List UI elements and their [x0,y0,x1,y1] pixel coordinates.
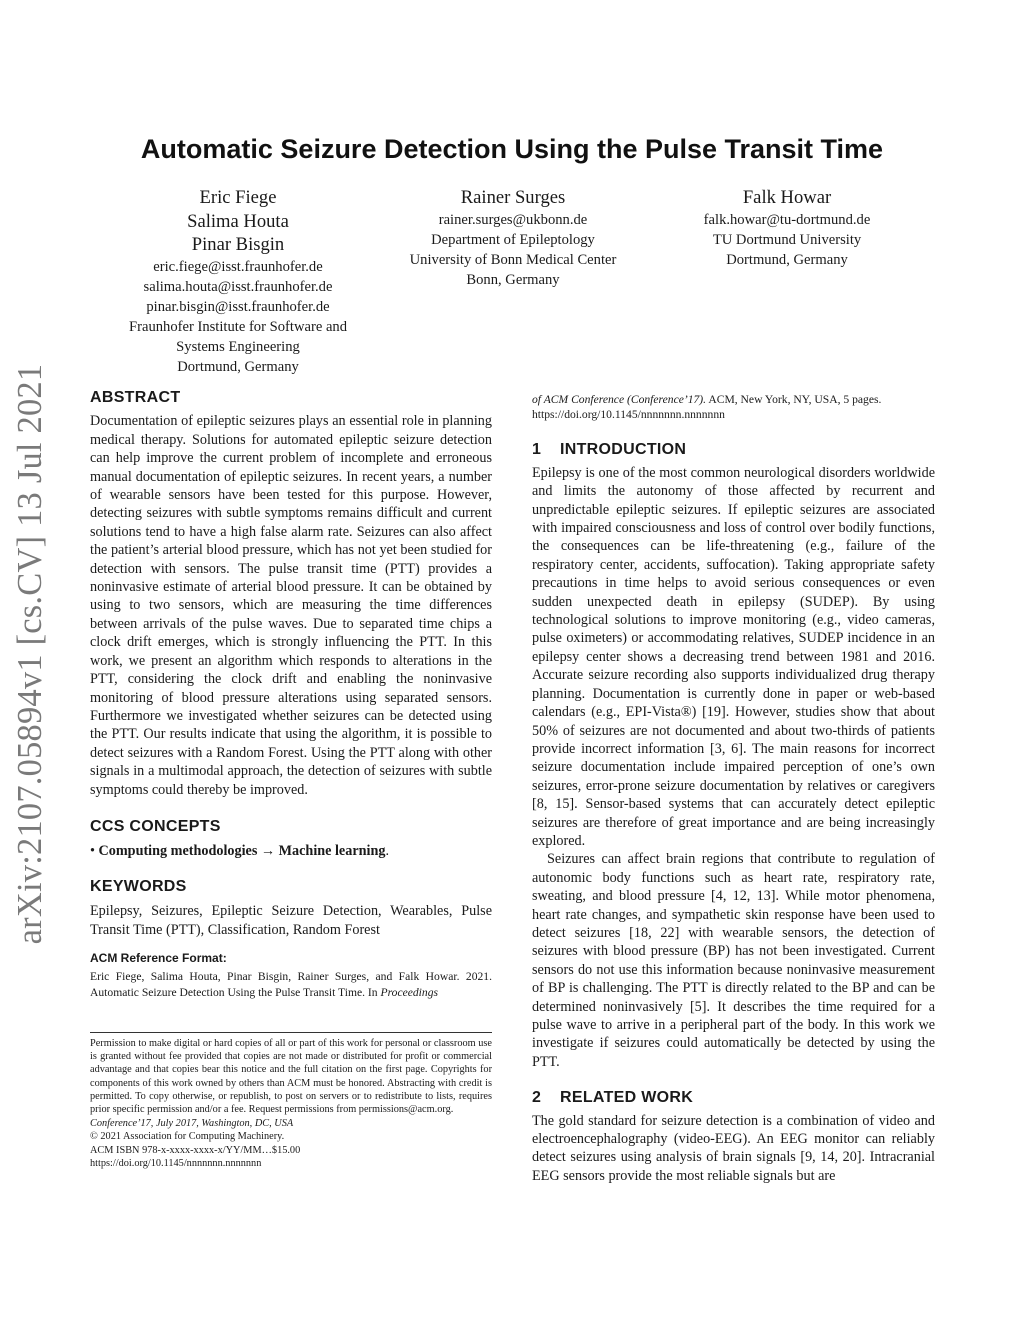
author-affiliation: University of Bonn Medical Center [409,251,617,268]
author-name: Salima Houta [187,210,289,232]
acm-reference-continuation [532,392,935,422]
acm-reference-continuation-italic: of ACM Conference (Conference’17). [532,393,707,406]
ccs-period: . [385,843,389,860]
ccs-subconcept: Machine learning [278,843,386,860]
acm-reference-heading: ACM Reference Format: [90,950,227,965]
related-title: RELATED WORK [560,1089,694,1107]
related-number: 2 [532,1089,542,1107]
intro-heading [532,441,935,459]
author-affiliation: Bonn, Germany [466,271,560,288]
author-email: rainer.surges@ukbonn.de [438,211,588,228]
acm-reference-plain: Eric Fiege, Salima Houta, Pinar Bisgin, Rainer Surges, and Falk Howar. 2021. Automatic Seizure Detection Using the Pulse Transit Time. In [90,970,492,999]
acm-reference-doi: https://doi.org/10.1145/nnnnnnn.nnnnnnn [532,408,725,422]
author-name: Eric Fiege [199,187,277,208]
ccs-arrow: → [260,843,276,860]
ccs-heading: CCS CONCEPTS [90,817,221,835]
keywords-text: Epilepsy, Seizures, Epileptic Seizure Detection, Wearables, Pulse Transit Time (PTT), Classification, Random Forest [90,903,492,938]
acm-reference-italic: Proceedings [380,985,439,999]
right-column [532,392,935,1185]
author-name: Pinar Bisgin [191,234,285,255]
author-affiliation: TU Dortmund University [712,231,862,248]
conference-info: Conference’17, July 2017, Washington, DC, USA [90,1118,294,1130]
author-affiliation: Fraunhofer Institute for Software and [128,318,348,335]
author-email: salima.houta@isst.fraunhofer.de [143,278,333,295]
arxiv-stamp: arXiv:2107.05894v1 [cs.CV] 13 Jul 2021 [11,363,49,945]
abstract-heading: ABSTRACT [90,389,181,406]
author-block-left [90,186,386,377]
permission-notice: Permission to make digital or hard copies of all or part of this work for personal or classroom use is granted without fee provided that copies are not made or distributed for profit or commercial advantage and that copies bear this notice and the full citation on the first page. Copyrights for components of this work owned by others than ACM must be honored. Abstracting with credit is permitted. To copy otherwise, or republish, to post on servers or to redistribute to lists, requires prior specific permission and/or a fee. Request permissions from permissions@acm.org. [90,1038,492,1116]
author-block-right [662,186,912,270]
ccs-bullet: • [90,843,95,860]
author-affiliation: Department of Epileptology [431,231,595,248]
footnote [90,1037,492,1170]
left-column [90,389,492,1000]
author-affiliation: Systems Engineering [176,338,300,355]
author-name: Rainer Surges [460,187,566,208]
footnote-doi: https://doi.org/10.1145/nnnnnnn.nnnnnnn [90,1157,262,1169]
ccs-concept: Computing methodologies [98,843,258,860]
author-affiliation: Dortmund, Germany [726,251,848,268]
acm-reference-continuation-plain: ACM, New York, NY, USA, 5 pages. [706,393,882,406]
copyright-notice: © 2021 Association for Computing Machinery. [90,1131,285,1143]
related-paragraph: The gold standard for seizure detection is a combination of video and electroencephalography (video-EEG). An EEG monitor can reliably detect seizures using analysis of brain signals [9, 14, 20]. Intracranial EEG sensors provide the most reliable signals but are [532,1112,935,1184]
author-affiliation: Dortmund, Germany [177,358,299,375]
intro-paragraph: Seizures can affect brain regions that contribute to regulation of autonomic body functions such as heart rate, respiratory rate, sweating, and blood pressure [4, 12, 13]. While motor phenomena, heart rate changes, and sympathetic skin response have been used to detect seizures [18, 22] with wearable sensors, the detection of seizures with blood pressure (BP) has not been investigated. Current sensors do not use this information because noninvasive measurement of BP is challenging. The PTT is directly related to the BP and can be determined noninvasively [5]. It describes the time required for a pulse wave to arrive in a peripheral part of the body. In this work we investigate if seizures could automatically be detected by using the PTT. [532,851,935,1070]
author-email: pinar.bisgin@isst.fraunhofer.de [146,298,330,315]
abstract-text: Documentation of epileptic seizures plays an essential role in planning medical therapy. Solutions for automated epileptic seizure detection can help improve the current problem of incomplete and erroneous manual documentation of epileptic seizures. In recent years, a number of wearable sensors have been tested for this purpose. However, detecting seizures with subtle symptoms remains difficult and current solutions tend to have a high false alarm rate. Seizures can also affect the patient’s arterial blood pressure, which has not yet been studied for detection with sensors. The pulse transit time (PTT) provides a noninvasive estimate of arterial blood pressure. It can be obtained by using to two sensors, which are measuring the time differences between arrivals of the pulse waves. Due to separated time chips a clock drift emerges, which is strongly influencing the PTT. In this work, we present an algorithm which responds to alterations in the PTT, considering the clock drift and enabling the noninvasive monitoring of blood pressure alterations using separated sensors. Furthermore we investigated whether seizures can be detected using the PTT. Our results indicate that using the algorithm, it is possible to detect seizures with a Random Forest. Using the PTT along with other signals in a multimodal approach, the detection of seizures with subtle symptoms could thereby be improved. [90,413,492,798]
isbn: ACM ISBN 978-x-xxxx-xxxx-x/YY/MM…$15.00 [90,1144,301,1156]
author-name: Falk Howar [742,187,832,208]
intro-paragraph: Epilepsy is one of the most common neurological disorders worldwide and limits the autonomy of those affected by recurrent and unpredictable epileptic seizures. If epileptic seizures are associated with impaired consciousness and loss of control over bodily functions, the consequences can be life-threatening (e.g., failure of the respiratory center, accidents, suffocation). Taking appropriate safety precautions in time helps to avoid serious consequences or even sudden unexpected death in epilepsy (SUDEP). By using technological solutions to improve monitoring (e.g., video cameras, pulse oximeters) or accommodating relatives, SUDEP incidence in an epilepsy center shows a decreasing trend between 1981 and 2016. Accurate seizure recording also supports individualized drug therapy planning. Documentation is currently done in paper or web-based calendars (e.g., EPI-Vista®) [19]. However, studies show that about 50% of seizures are not documented and about two-thirds of patients provide incorrect information [3, 6]. The main reasons for incorrect seizure documentation include impaired perception of one’s own seizures, error-prone seizure documentation by relatives or caregivers [8, 15]. Sensor-based systems that can accurately detect epileptic seizures are therefore of great importance and are being increasingly explored. [532,464,935,849]
author-block-middle [382,186,644,290]
author-email: eric.fiege@isst.fraunhofer.de [153,258,323,275]
intro-title: INTRODUCTION [560,441,687,459]
ccs-item [90,842,492,860]
footnote-rule [90,1032,492,1033]
paper-title: Automatic Seizure Detection Using the Pulse Transit Time [140,134,884,164]
author-email: falk.howar@tu-dortmund.de [703,211,871,228]
intro-number: 1 [532,441,542,459]
related-heading [532,1089,935,1107]
keywords-heading: KEYWORDS [90,877,187,895]
acm-reference-text [90,969,492,999]
